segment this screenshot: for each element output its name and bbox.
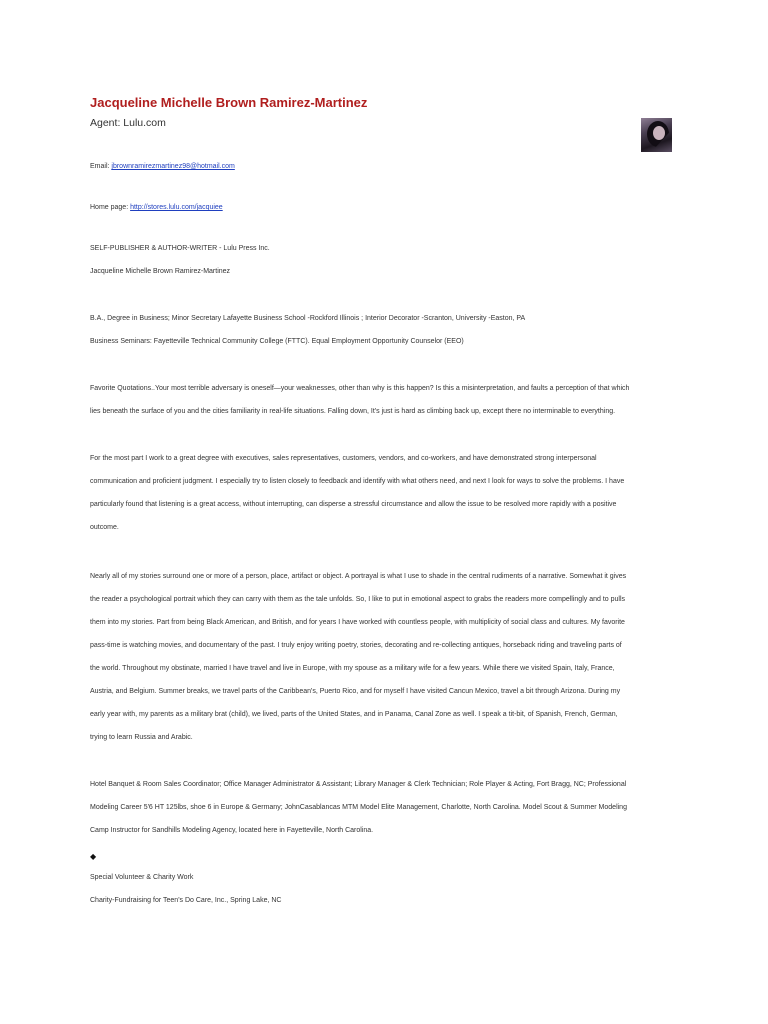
education-line: B.A., Degree in Business; Minor Secretary Lafayette Business School -Rockford Illinois ; Interior Decorator -Scranton, University -Easton, PA (90, 315, 526, 322)
name-repeat-line: Jacqueline Michelle Brown Ramirez-Martinez (90, 268, 231, 275)
stories-line-8: trying to learn Russia and Arabic. (90, 734, 193, 741)
homepage-label: Home page: (90, 204, 131, 211)
career-line-1: Hotel Banquet & Room Sales Coordinator; Office Manager Administrator & Assistant; Library Manager & Clerk Technician; Role Player & Acting, Fort Bragg, NC; Professional (90, 781, 627, 788)
role-line: SELF-PUBLISHER & AUTHOR-WRITER - Lulu Press Inc. (90, 245, 270, 252)
work-line-2: communication and proficient judgment. I especially try to listen closely to feedback and identify with what others need, and next I look for ways to solve the problems. I have (90, 478, 625, 485)
stories-line-6: Austria, and Belgium. Summer breaks, we travel parts of the Caribbean's, Puerto Rico, and for myself I have visited Cancun Mexico, travel a bit through Arizona. During my (90, 688, 621, 695)
agent-line: Agent: Lulu.com (90, 117, 166, 129)
stories-line-2: the reader a psychological portrait which they can carry with them as the tale unfolds. So, I like to put in emotional aspect to grabs the readers more compellingly and to pulls (90, 596, 626, 603)
email-label: Email: (90, 163, 112, 170)
homepage-link[interactable]: http://stores.lulu.com/jacquiee (130, 204, 223, 211)
work-line-3: particularly found that listening is a great access, without interrupting, can disperse a stressful circumstance and allow the issue to be resolved more rapidly with a positive (90, 501, 617, 508)
profile-photo (641, 118, 672, 152)
photo-face (653, 126, 665, 140)
work-line-4: outcome. (90, 524, 119, 531)
volunteer-line: Special Volunteer & Charity Work (90, 874, 194, 881)
quote-line-2: lies beneath the surface of you and the cities familiarity in real-life situations. Falling down, It's just is hard as climbing back up, except there no interminable to everything. (90, 408, 616, 415)
seminars-line: Business Seminars: Fayetteville Technical Community College (FTTC). Equal Employment Opportunity Counselor (EEO) (90, 338, 464, 345)
career-line-2: Modeling Career 5'6 HT 125lbs, shoe 6 in Europe & Germany; JohnCasablancas MTM Model Elite Management, Charlotte, North Carolina. Model Scout & Summer Modeling (90, 804, 627, 811)
email-link[interactable]: jbrownramirezmartinez98@hotmail.com (111, 163, 235, 170)
stories-line-7: early year with, my parents as a military brat (child), we lived, parts of the United States, and in Panama, Canal Zone as well. I speak a tit-bit, of Spanish, French, German, (90, 711, 618, 718)
charity-line: Charity-Fundraising for Teen's Do Care, Inc., Spring Lake, NC (90, 897, 282, 904)
quote-line-1: Favorite Quotations..Your most terrible adversary is oneself—your weaknesses, other than why is this happen? Is this a misinterpretation, and faults a perception of that which (90, 385, 630, 392)
bullet-icon: ◆ (90, 852, 97, 861)
stories-line-1: Nearly all of my stories surround one or more of a person, place, artifact or object. A portrayal is what I use to shade in the central rudiments of a narrative. Somewhat it gives (90, 573, 627, 580)
career-line-3: Camp Instructor for Sandhills Modeling Agency, located here in Fayetteville, North Carolina. (90, 827, 374, 834)
work-line-1: For the most part I work to a great degree with executives, sales representatives, customers, vendors, and co-workers, and have demonstrated strong interpersonal (90, 455, 597, 462)
email-line (90, 162, 690, 172)
homepage-line (90, 203, 690, 213)
stories-line-4: pass-time is watching movies, and documentary of the past. I truly enjoy writing poetry, stories, decorating and re-collecting antiques, horseback riding and traveling parts of (90, 642, 622, 649)
stories-line-5: the world. Throughout my obstinate, married I have travel and live in Europe, with my spouse as a military wife for a few years. While there we visited Spain, Italy, France, (90, 665, 615, 672)
stories-line-3: them into my stories. Part from being Black American, and British, and for years I have worked with countless people, with multiplicity of social class and cultures. My favorite (90, 619, 625, 626)
page-title: Jacqueline Michelle Brown Ramirez-Martinez (90, 95, 368, 110)
